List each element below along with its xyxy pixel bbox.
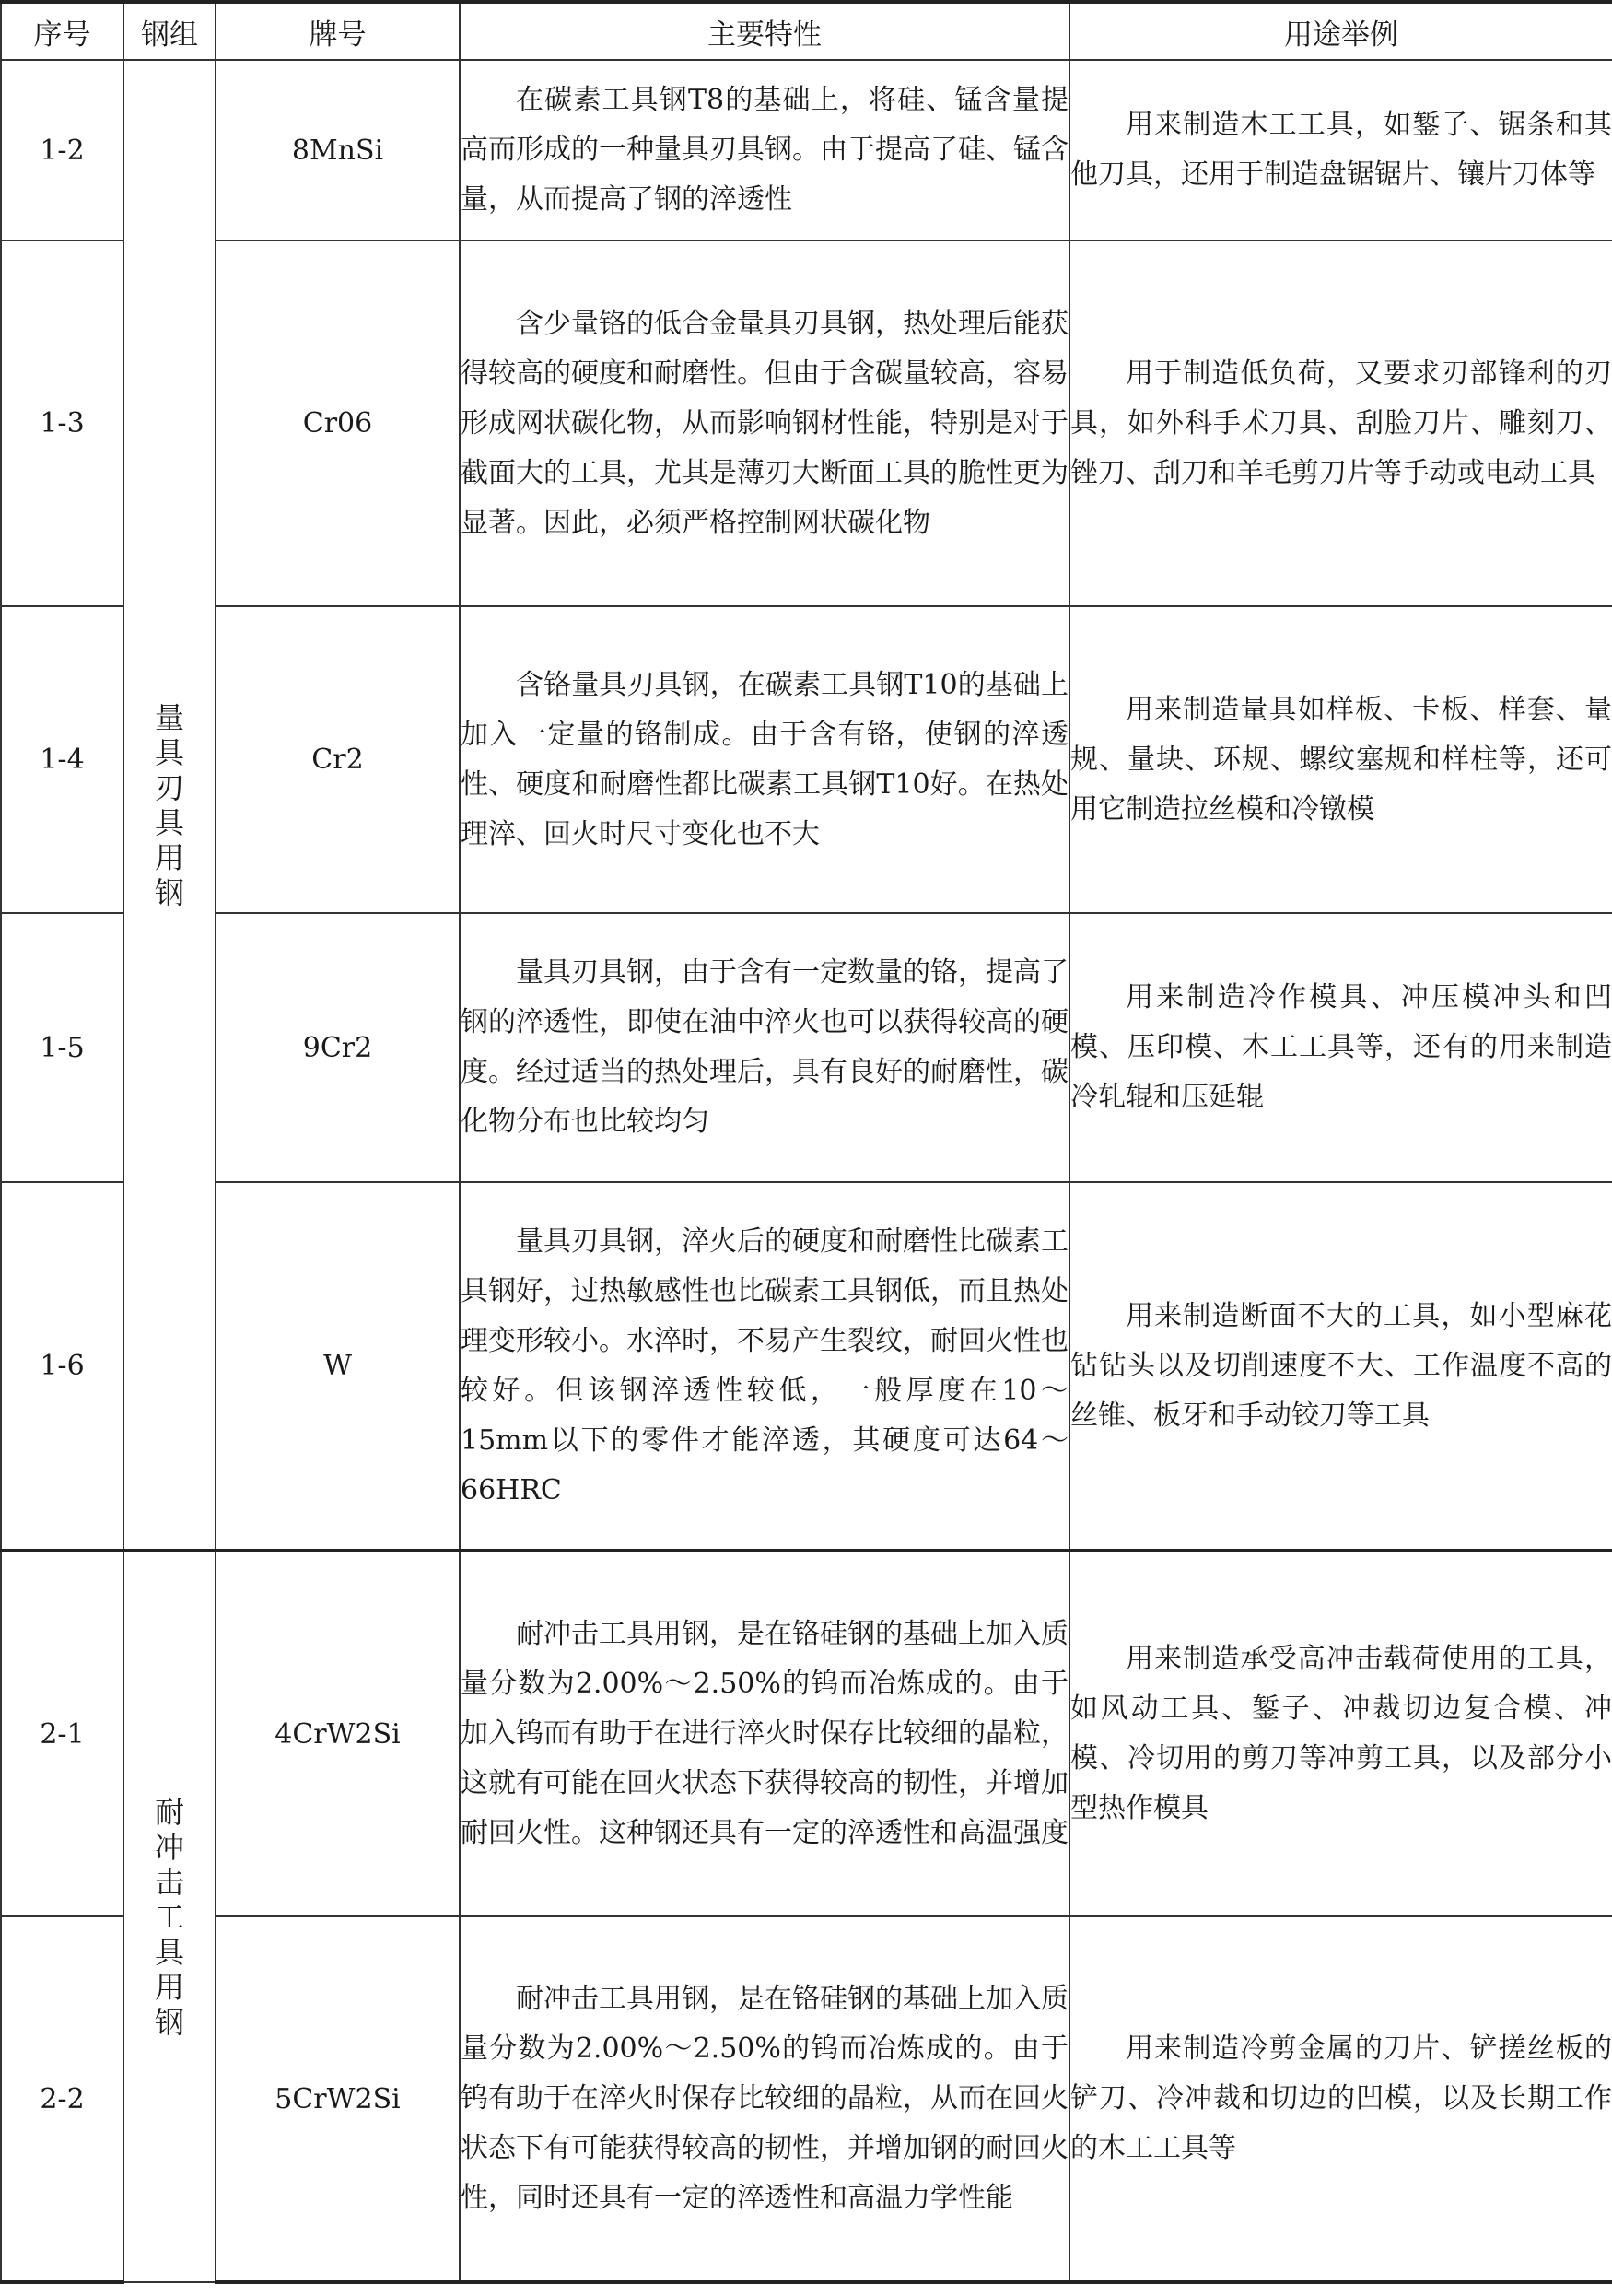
group-cell [123,1551,216,2282]
header-grade: 牌号 [216,2,460,60]
row-no: 1-4 [1,606,123,913]
row-usage [1069,1916,1612,2282]
table-row [1,1182,1612,1551]
row-usage [1069,913,1612,1182]
table-row [1,1551,1612,1916]
row-grade: 4CrW2Si [216,1551,460,1916]
header-group: 钢组 [123,2,216,60]
group-cell [123,60,216,1551]
row-usage [1069,240,1612,606]
row-properties [460,606,1069,913]
row-usage [1069,1182,1612,1551]
row-no: 1-3 [1,240,123,606]
properties-text: 耐冲击工具用钢，是在铬硅钢的基础上加入质量分数为2.00%～2.50%的钨而冶炼成的。由于钨有助于在淬火时保存比较细的晶粒，从而在回火状态下有可能获得较高的韧性，并增加钢的耐回火性，同时还具有一定的淬透性和高温力学性能 [461,1983,1069,2214]
row-grade: W [216,1182,460,1551]
row-properties [460,1916,1069,2282]
usage-text: 用来制造冷作模具、冲压模冲头和凹模、压印模、木工工具等，还有的用来制造冷轧辊和压延辊 [1070,981,1612,1113]
usage-text: 用来制造木工工具，如錾子、锯条和其他刀具，还用于制造盘锯锯片、镶片刀体等 [1070,109,1612,191]
header-usage: 用途举例 [1069,2,1612,60]
row-properties [460,240,1069,606]
row-properties [460,60,1069,240]
row-usage [1069,1551,1612,1916]
header-row [1,2,1612,60]
row-properties [460,913,1069,1182]
row-grade: 9Cr2 [216,913,460,1182]
row-no: 1-6 [1,1182,123,1551]
row-usage [1069,60,1612,240]
row-no: 1-2 [1,60,123,240]
table-row [1,1916,1612,2282]
table-row [1,60,1612,240]
row-no: 2-1 [1,1551,123,1916]
table-row [1,606,1612,913]
usage-text: 用来制造断面不大的工具，如小型麻花钻钻头以及切削速度不大、工作温度不高的丝锥、板牙和手动铰刀等工具 [1070,1299,1612,1432]
row-no: 1-5 [1,913,123,1182]
header-no: 序号 [1,2,123,60]
properties-text: 含少量铬的低合金量具刃具钢，热处理后能获得较高的硬度和耐磨性。但由于含碳量较高，容易形成网状碳化物，从而影响钢材性能，特别是对于截面大的工具，尤其是薄刃大断面工具的脆性更为显著。因此，必须严格控制网状碳化物 [461,307,1069,539]
group-name: 耐冲击工具用钢 [154,1794,184,2040]
row-no: 2-2 [1,1916,123,2282]
properties-text: 量具刃具钢，淬火后的硬度和耐磨性比碳素工具钢好，过热敏感性也比碳素工具钢低，而且热处理变形较小。水淬时，不易产生裂纹，耐回火性也较好。但该钢淬透性较低，一般厚度在10～15mm以下的零件才能淬透，其硬度可达64～66HRC [461,1224,1069,1506]
properties-text: 量具刃具钢，由于含有一定数量的铬，提高了钢的淬透性，即使在油中淬火也可以获得较高的硬度。经过适当的热处理后，具有良好的耐磨性，碳化物分布也比较均匀 [461,956,1069,1138]
properties-text: 耐冲击工具用钢，是在铬硅钢的基础上加入质量分数为2.00%～2.50%的钨而冶炼成的。由于加入钨而有助于在进行淬火时保存比较细的晶粒，这就有可能在回火状态下获得较高的韧性，并增加耐回火性。这种钢还具有一定的淬透性和高温强度 [461,1618,1069,1849]
usage-text: 用来制造冷剪金属的刀片、铲搓丝板的铲刀、冷冲裁和切边的凹模，以及长期工作的木工工具等 [1070,2032,1612,2164]
row-grade: Cr06 [216,240,460,606]
properties-text: 在碳素工具钢T8的基础上，将硅、锰含量提高而形成的一种量具刃具钢。由于提高了硅、锰含量，从而提高了钢的淬透性 [461,84,1069,216]
usage-text: 用来制造量具如样板、卡板、样套、量规、量块、环规、螺纹塞规和样柱等，还可用它制造拉丝模和冷镦模 [1070,693,1612,826]
usage-text: 用来制造承受高冲击载荷使用的工具，如风动工具、錾子、冲裁切边复合模、冲模、冷切用的剪刀等冲剪工具，以及部分小型热作模具 [1070,1643,1612,1824]
usage-text: 用于制造低负荷，又要求刃部锋利的刃具，如外科手术刀具、刮脸刀片、雕刻刀、锉刀、刮刀和羊毛剪刀片等手动或电动工具 [1070,357,1612,489]
header-properties: 主要特性 [460,2,1069,60]
table-row [1,240,1612,606]
group-name: 量具刃具用钢 [154,699,184,910]
row-grade: Cr2 [216,606,460,913]
row-usage [1069,606,1612,913]
properties-text: 含铬量具刃具钢，在碳素工具钢T10的基础上加入一定量的铬制成。由于含有铬，使钢的淬透性、硬度和耐磨性都比碳素工具钢T10好。在热处理淬、回火时尺寸变化也不大 [461,668,1069,850]
row-grade: 8MnSi [216,60,460,240]
row-grade: 5CrW2Si [216,1916,460,2282]
row-properties [460,1551,1069,1916]
table-row [1,913,1612,1182]
row-properties [460,1182,1069,1551]
